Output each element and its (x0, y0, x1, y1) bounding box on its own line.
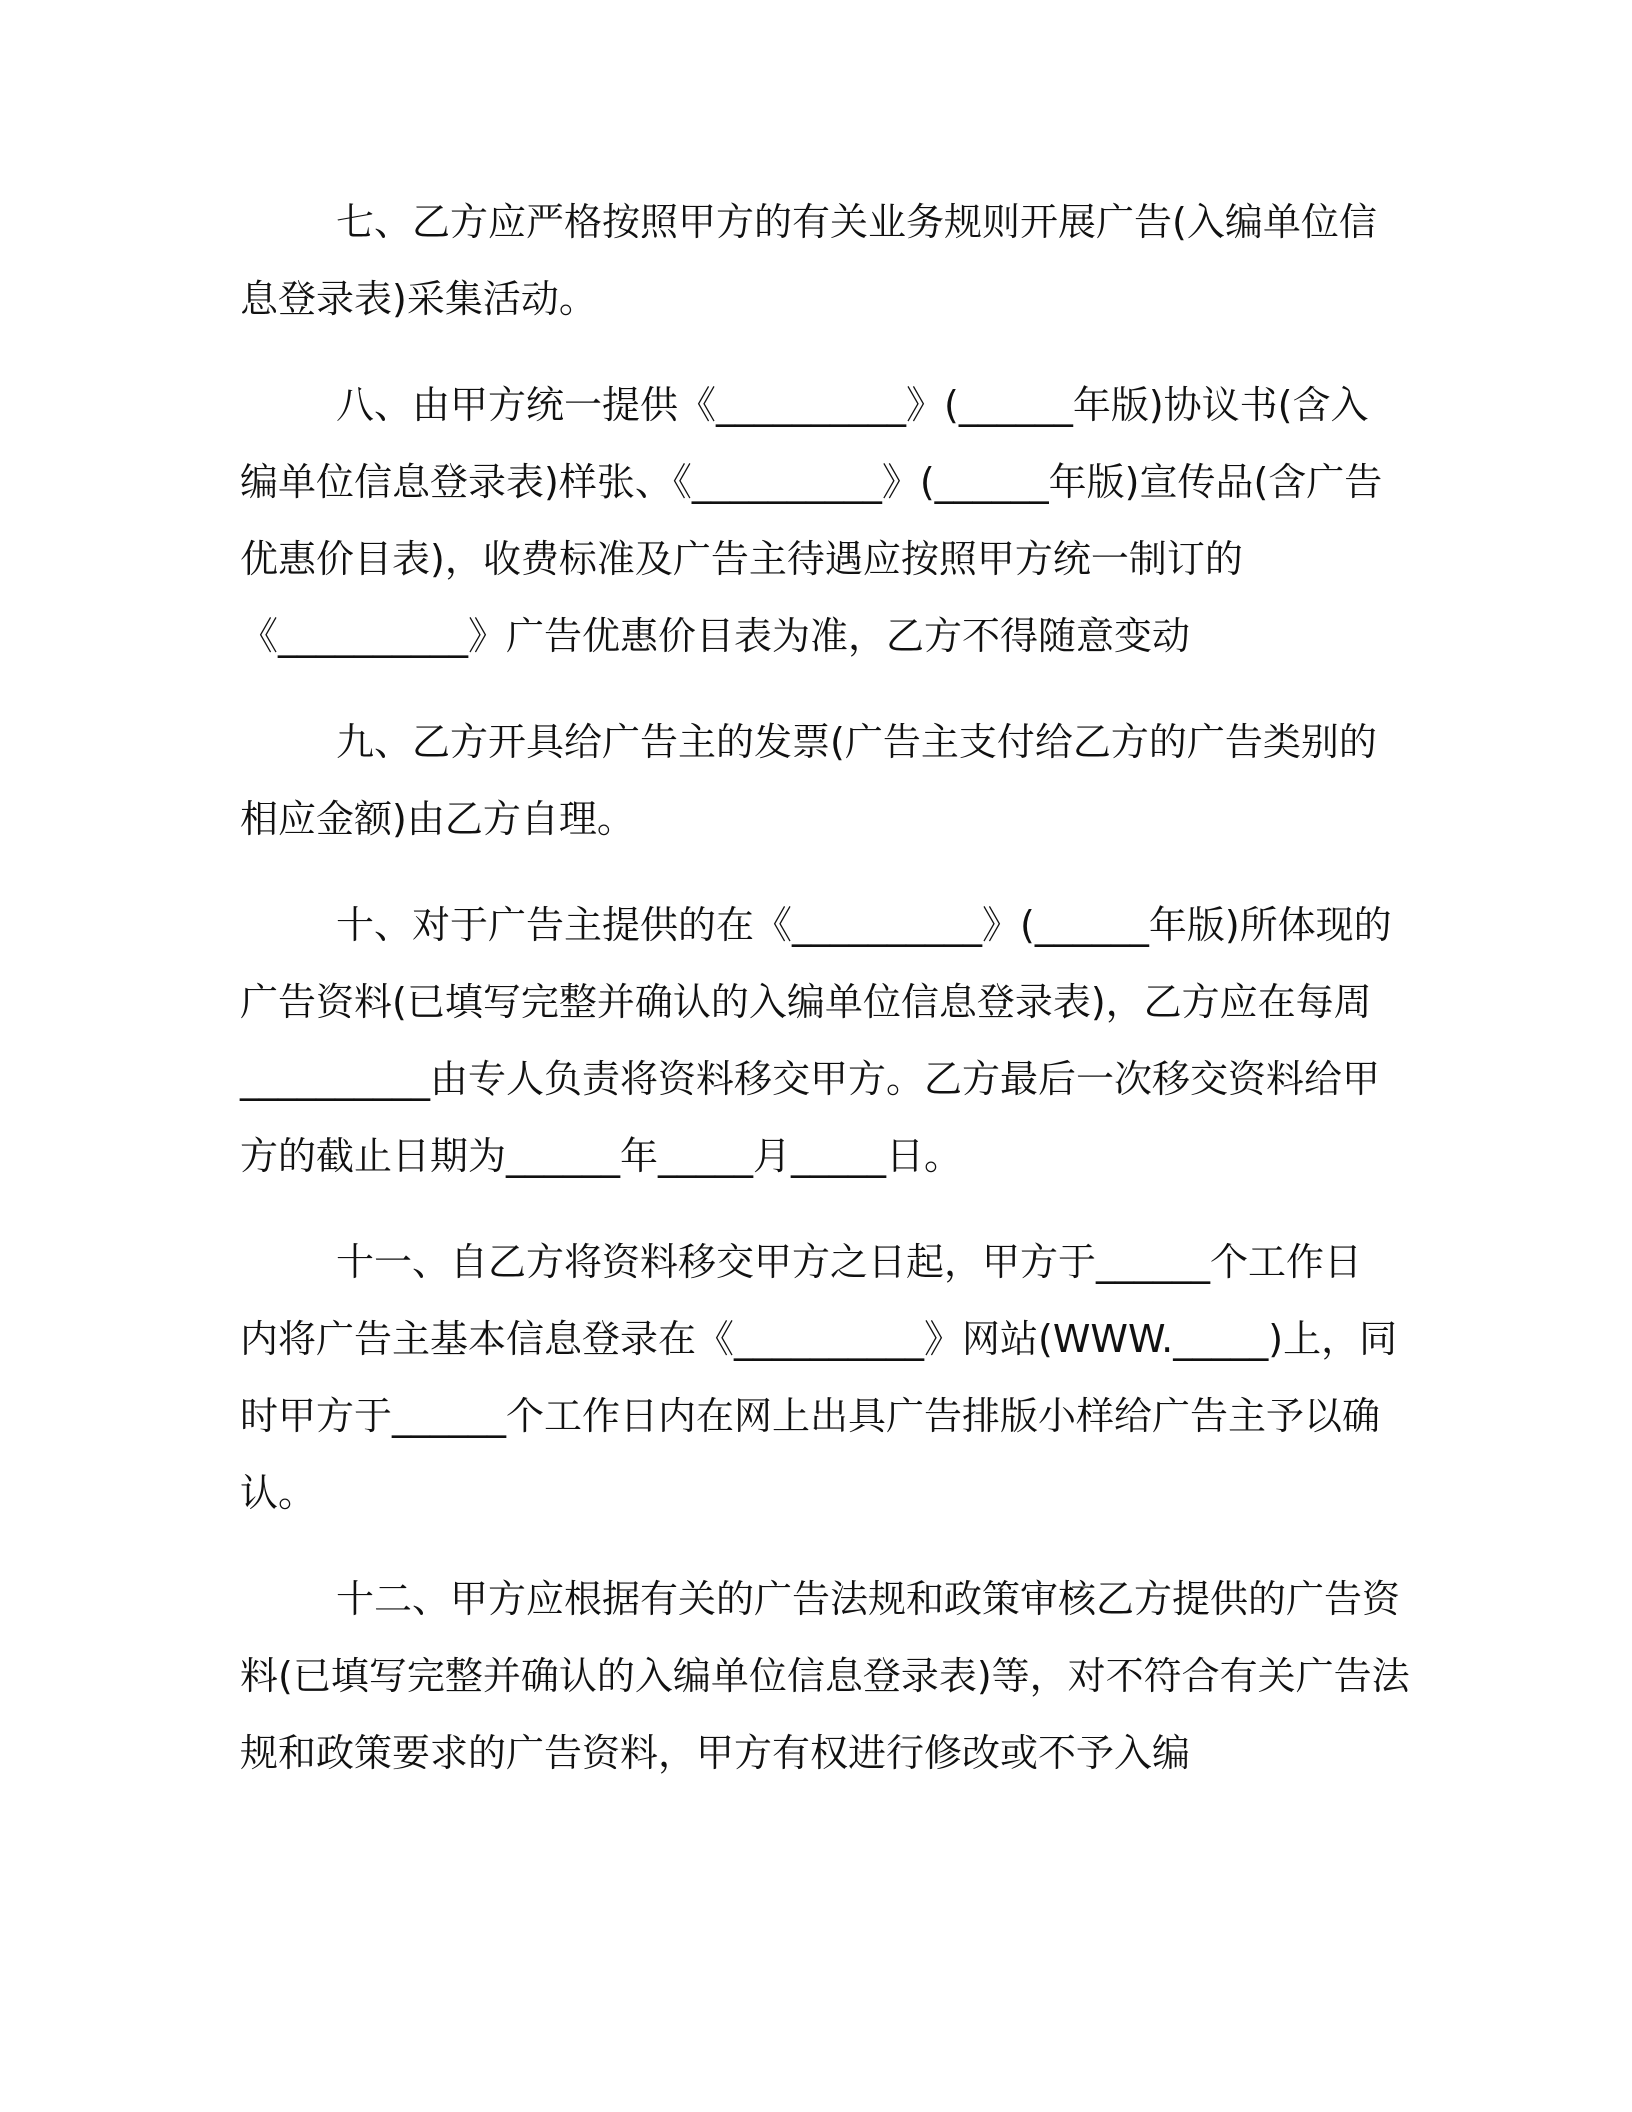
clause-7-line-1: 七、乙方应严格按照甲方的有关业务规则开展广告(入编单位信 (336, 200, 1377, 244)
clause-8-line-4: 《__________》广告优惠价目表为准，乙方不得随意变动 (240, 614, 1191, 658)
clause-12 (240, 1561, 1408, 1792)
clause-10-line-4: 方的截止日期为______年_____月_____日。 (240, 1134, 963, 1178)
clause-11 (240, 1224, 1408, 1532)
document-body (240, 184, 1408, 1821)
clause-7-line-2: 息登录表)采集活动。 (240, 277, 597, 321)
clause-7 (240, 184, 1408, 338)
clause-12-line-2: 料(已填写完整并确认的入编单位信息登录表)等，对不符合有关广告法 (240, 1654, 1410, 1698)
clause-9-line-1: 九、乙方开具给广告主的发票(广告主支付给乙方的广告类别的 (336, 720, 1377, 764)
clause-10 (240, 887, 1408, 1195)
clause-10-line-3: __________由专人负责将资料移交甲方。乙方最后一次移交资料给甲 (240, 1057, 1381, 1101)
clause-10-line-1: 十、对于广告主提供的在《__________》(______年版)所体现的 (336, 903, 1392, 947)
clause-8 (240, 367, 1408, 675)
clause-12-line-1: 十二、甲方应根据有关的广告法规和政策审核乙方提供的广告资 (336, 1577, 1401, 1621)
clause-9-line-2: 相应金额)由乙方自理。 (240, 797, 635, 841)
clause-11-line-1: 十一、自乙方将资料移交甲方之日起，甲方于______个工作日 (336, 1240, 1363, 1284)
clause-8-line-3: 优惠价目表)，收费标准及广告主待遇应按照甲方统一制订的 (240, 537, 1243, 581)
clause-10-line-2: 广告资料(已填写完整并确认的入编单位信息登录表)，乙方应在每周 (240, 980, 1372, 1024)
clause-11-line-2: 内将广告主基本信息登录在《__________》网站(WWW._____)上，同 (240, 1317, 1398, 1361)
clause-9 (240, 704, 1408, 858)
clause-8-line-1: 八、由甲方统一提供《__________》(______年版)协议书(含入 (336, 383, 1369, 427)
clause-11-line-4: 认。 (240, 1471, 317, 1515)
clause-8-line-2: 编单位信息登录表)样张、《__________》(______年版)宣传品(含广告 (240, 460, 1383, 504)
clause-11-line-3: 时甲方于______个工作日内在网上出具广告排版小样给广告主予以确 (240, 1394, 1381, 1438)
clause-12-line-3: 规和政策要求的广告资料，甲方有权进行修改或不予入编 (240, 1731, 1191, 1775)
